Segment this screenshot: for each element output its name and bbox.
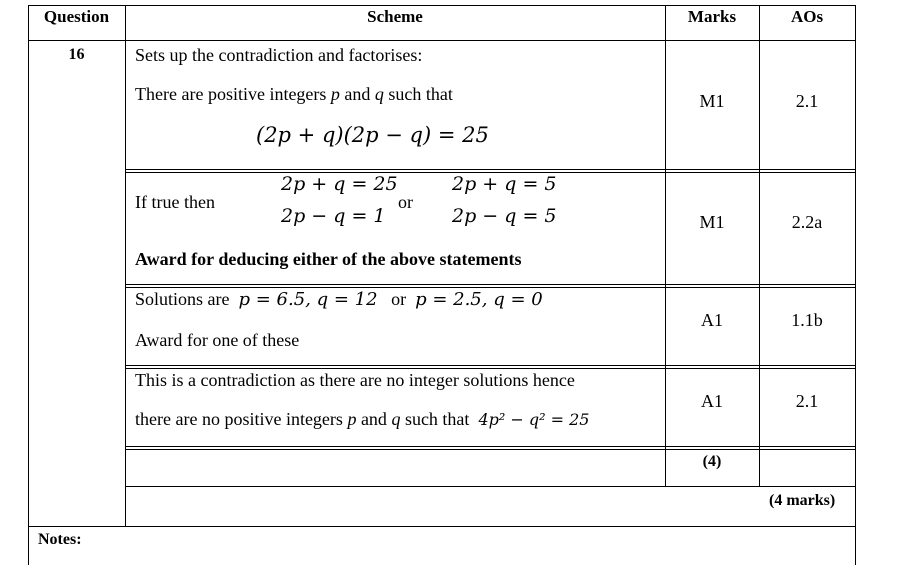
if-true-label: If true then bbox=[135, 192, 215, 212]
award-note-row-3: Award for one of these bbox=[135, 330, 300, 350]
mark-row-3: A1 bbox=[701, 310, 723, 330]
header-aos: AOs bbox=[790, 7, 824, 26]
or-label: or bbox=[398, 192, 413, 212]
mark-row-1: M1 bbox=[699, 91, 725, 111]
ao-row-4: 2.1 bbox=[795, 391, 819, 411]
conclusion-line: there are no positive integers p and q such that 4p² − q² = 25 bbox=[135, 409, 590, 429]
mark-row-2: M1 bbox=[699, 212, 725, 232]
solutions-line: Solutions are p = 6.5, q = 12 or p = 2.5, q = 0 bbox=[135, 289, 543, 310]
factorised-equation: (2p + q)(2p − q) = 25 bbox=[256, 123, 489, 147]
header-question: Question bbox=[43, 7, 110, 26]
equation-1a: 2p + q = 25 bbox=[281, 173, 398, 195]
total-marks: (4 marks) bbox=[769, 492, 836, 509]
scheme-intro: Sets up the contradiction and factorises: bbox=[135, 45, 423, 65]
equation-1b: 2p − q = 1 bbox=[281, 205, 386, 227]
scheme-statement: There are positive integers p and q such that bbox=[135, 84, 453, 104]
award-note-row-2: Award for deducing either of the above statements bbox=[135, 249, 522, 269]
mark-scheme-table bbox=[28, 5, 856, 565]
header-marks: Marks bbox=[687, 7, 737, 26]
notes-label: Notes: bbox=[38, 531, 82, 548]
ao-row-3: 1.1b bbox=[791, 310, 823, 330]
equation-2a: 2p + q = 5 bbox=[452, 173, 557, 195]
equation-2b: 2p − q = 5 bbox=[452, 205, 557, 227]
header-scheme: Scheme bbox=[367, 7, 423, 26]
subtotal-marks: (4) bbox=[702, 453, 722, 470]
question-number: 16 bbox=[68, 46, 85, 63]
mark-row-4: A1 bbox=[701, 391, 723, 411]
ao-row-2: 2.2a bbox=[791, 212, 823, 232]
ao-row-1: 2.1 bbox=[795, 91, 819, 111]
contradiction-line: This is a contradiction as there are no integer solutions hence bbox=[135, 370, 575, 390]
